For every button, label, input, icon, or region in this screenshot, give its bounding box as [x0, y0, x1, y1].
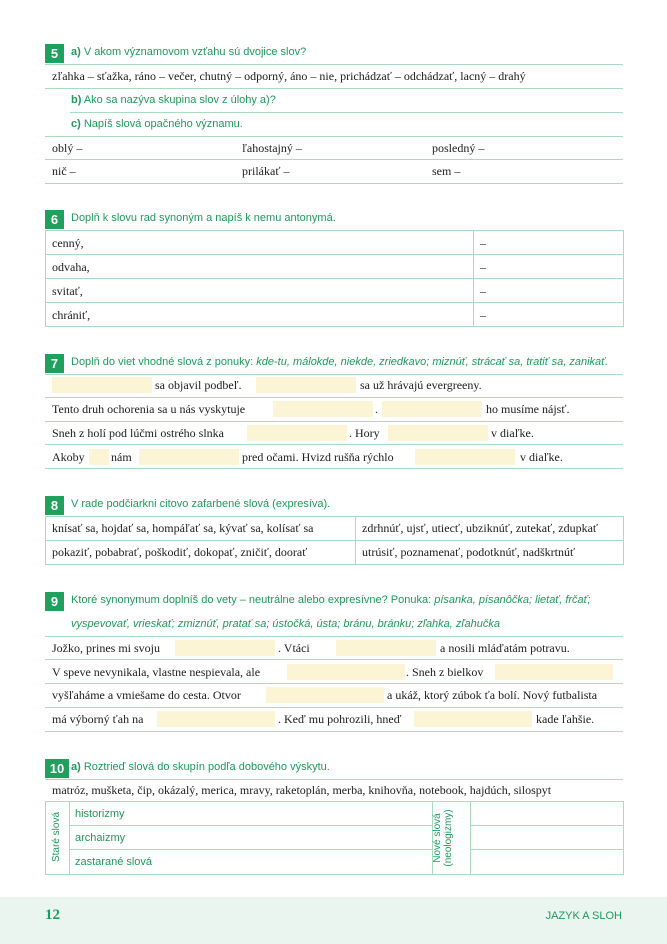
- exercise-9-question: [71, 594, 591, 606]
- divider: [45, 136, 623, 137]
- divider: [45, 468, 623, 469]
- fill-blank[interactable]: [414, 711, 532, 727]
- new-words-label-line: Nové slová: [432, 813, 443, 863]
- divider: [45, 683, 623, 684]
- answer-line[interactable]: [470, 825, 623, 826]
- divider: [45, 254, 623, 255]
- exercise-number: 10: [45, 759, 69, 778]
- exercise-10a-question: [71, 761, 330, 773]
- antonym-item: posledný –: [432, 141, 485, 155]
- antonym-item: nič –: [52, 164, 76, 178]
- divider: [45, 88, 623, 89]
- word-row[interactable]: utrúsiť, poznamenať, podotknúť, nadškrtnúť: [362, 545, 576, 559]
- fill-blank[interactable]: [139, 449, 239, 465]
- divider: [45, 779, 623, 780]
- antonym-item: sem –: [432, 164, 461, 178]
- antonym-dash: –: [480, 284, 486, 298]
- answer-line[interactable]: [70, 112, 623, 113]
- exercise-number: 7: [45, 354, 64, 373]
- sentence-text: a nosili mláďatám potravu.: [440, 641, 570, 655]
- column-divider: [470, 801, 471, 874]
- fill-blank[interactable]: [415, 449, 515, 465]
- word-row[interactable]: pokaziť, pobabrať, poškodiť, dokopať, zničiť, doorať: [52, 545, 308, 559]
- new-words-label: [432, 796, 456, 880]
- new-words-label-line: (neologizmy): [443, 809, 454, 867]
- divider: [45, 636, 623, 637]
- sentence-text: V speve nevynikala, vlastne nespievala, ale: [52, 665, 261, 679]
- fill-blank[interactable]: [256, 377, 356, 393]
- exercise-6-question: Doplň k slovu rad synoným a napíš k nemu antonymá.: [71, 212, 336, 224]
- exercise-5c-question: [71, 118, 243, 130]
- exercise-number: 5: [45, 44, 64, 63]
- question-text: Napíš slová opačného významu.: [80, 118, 243, 130]
- fill-blank[interactable]: [157, 711, 275, 727]
- sentence-text: sa objavil podbeľ.: [155, 378, 242, 392]
- divider: [69, 849, 432, 850]
- old-words-label: Staré slová: [51, 811, 62, 863]
- divider: [45, 659, 623, 660]
- antonym-item: ľahostajný –: [242, 141, 302, 155]
- sentence-text: Akoby: [52, 450, 85, 464]
- antonym-dash: –: [480, 236, 486, 250]
- divider: [45, 397, 623, 398]
- fill-blank[interactable]: [266, 687, 384, 703]
- category-label: zastarané slová: [75, 856, 153, 868]
- fill-blank[interactable]: [247, 425, 347, 441]
- exercise-5b-question: [71, 94, 276, 106]
- page-number: 12: [45, 907, 60, 923]
- fill-blank[interactable]: [495, 664, 613, 680]
- category-label: archaizmy: [75, 832, 126, 844]
- sentence-text: . Sneh z bielkov: [406, 665, 484, 679]
- divider: [45, 183, 623, 184]
- sentence-text: ho musíme nájsť.: [486, 402, 570, 416]
- word-options: vyspevovať, vrieskať; zmiznúť, pratať sa; ústočká, ústa; bránu, bránku; zľahka, zľahučka: [71, 618, 500, 630]
- table-row-word: chrániť,: [52, 308, 91, 322]
- divider: [45, 278, 623, 279]
- sentence-text: kade ľahšie.: [536, 712, 595, 726]
- fill-blank[interactable]: [273, 401, 373, 417]
- antonym-item: prilákať –: [242, 164, 290, 178]
- book-title: JAZYK A SLOH: [545, 910, 622, 922]
- table-row-word: svitať,: [52, 284, 83, 298]
- divider: [45, 302, 623, 303]
- fill-blank[interactable]: [382, 401, 482, 417]
- word-options: kde-tu, málokde, niekde, zriedkavo; miznúť, strácať sa, tratiť sa, zanikať.: [256, 356, 609, 368]
- page-footer: [0, 897, 667, 944]
- divider: [45, 444, 623, 445]
- table-row-word: cenný,: [52, 236, 84, 250]
- divider: [45, 731, 623, 732]
- sentence-text: pred očami. Hvizd rušňa rýchlo: [242, 450, 394, 464]
- sentence-text: Jožko, prines mi svoju: [52, 641, 160, 655]
- question-text: Ako sa nazýva skupina slov z úlohy a)?: [81, 94, 276, 106]
- divider: [45, 64, 623, 65]
- antonym-item: oblý –: [52, 141, 83, 155]
- fill-blank[interactable]: [388, 425, 488, 441]
- sentence-text: v diaľke.: [491, 426, 534, 440]
- exercise-number: 6: [45, 210, 64, 229]
- antonym-dash: –: [480, 260, 486, 274]
- part-label: a): [71, 761, 81, 773]
- sentence-text: sa už hrávajú evergreeny.: [360, 378, 482, 392]
- question-text: Ktoré synonymum doplníš do vety – neutrálne alebo expresívne? Ponuka:: [71, 594, 435, 606]
- word-options: písanka, písanôčka; lietať, frčať;: [434, 594, 591, 606]
- divider: [45, 159, 623, 160]
- sentence-text: má výborný ťah na: [52, 712, 144, 726]
- word-pairs: zľahka – sťažka, ráno – večer, chutný – odporný, áno – nie, prichádzať – odchádzať, lacný – drahý: [52, 69, 526, 83]
- column-divider: [69, 801, 70, 874]
- exercise-5a-question: [71, 46, 306, 58]
- table-row-word: odvaha,: [52, 260, 90, 274]
- part-label: b): [71, 94, 82, 106]
- fill-blank[interactable]: [336, 640, 436, 656]
- question-text: Doplň do viet vhodné slová z ponuky:: [71, 356, 257, 368]
- fill-blank[interactable]: [287, 664, 405, 680]
- part-label: a): [71, 46, 81, 58]
- sentence-text: a ukáž, ktorý zúbok ťa bolí. Nový futbalista: [387, 688, 598, 702]
- word-row[interactable]: zdrhnúť, ujsť, utiecť, ubziknúť, zutekať, zdupkať: [362, 521, 599, 535]
- fill-blank[interactable]: [89, 449, 109, 465]
- sentence-text: .: [375, 402, 378, 416]
- fill-blank[interactable]: [175, 640, 275, 656]
- word-list: matróz, mušketa, čip, okázalý, merica, mravy, raketoplán, merba, knihovňa, notebook, hajdúch, silospyt: [52, 783, 552, 797]
- antonym-dash: –: [480, 308, 486, 322]
- part-label: c): [71, 118, 81, 130]
- exercise-7-question: [71, 356, 608, 368]
- sentence-text: v diaľke.: [520, 450, 563, 464]
- sentence-text: . Keď mu pohrozili, hneď: [278, 712, 402, 726]
- divider: [69, 825, 432, 826]
- question-text: V akom významovom vzťahu sú dvojice slov?: [80, 46, 307, 58]
- divider: [45, 374, 623, 375]
- sentence-text: Sneh z holí pod lúčmi ostrého slnka: [52, 426, 224, 440]
- fill-blank[interactable]: [52, 377, 152, 393]
- exercise-number: 9: [45, 592, 64, 611]
- word-row[interactable]: knísať sa, hojdať sa, hompáľať sa, kývať sa, kolísať sa: [52, 521, 314, 535]
- exercise-8-question: V rade podčiarkni citovo zafarbené slová (expresíva).: [71, 498, 331, 510]
- divider: [45, 707, 623, 708]
- sentence-text: . Vtáci: [278, 641, 310, 655]
- divider: [45, 421, 623, 422]
- divider: [45, 540, 623, 541]
- sentence-text: vyšľaháme a vmiešame do cesta. Otvor: [52, 688, 241, 702]
- sentence-text: . Hory: [349, 426, 380, 440]
- sentence-text: Tento druh ochorenia sa u nás vyskytuje: [52, 402, 246, 416]
- sentence-text: nám: [111, 450, 132, 464]
- exercise-number: 8: [45, 496, 64, 515]
- answer-line[interactable]: [470, 849, 623, 850]
- category-label: historizmy: [75, 808, 125, 820]
- question-text: Roztrieď slová do skupín podľa dobového výskytu.: [80, 761, 330, 773]
